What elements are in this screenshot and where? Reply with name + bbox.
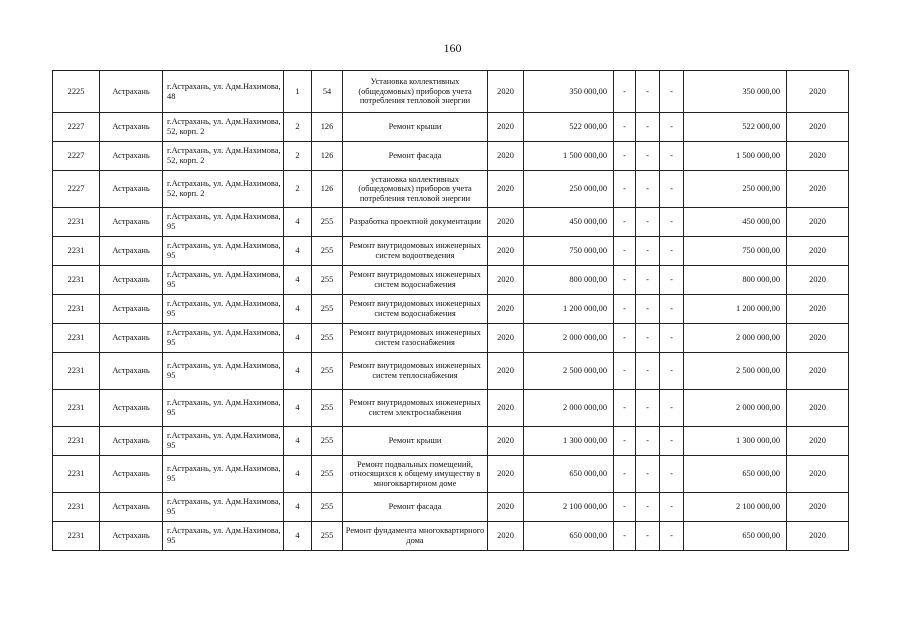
page-number: 160 <box>443 41 462 55</box>
dash-cell: - <box>614 456 636 493</box>
col-b-cell: 255 <box>312 427 343 456</box>
dash-cell: - <box>636 390 660 427</box>
col-a-cell: 4 <box>284 493 312 522</box>
dash-cell: - <box>636 427 660 456</box>
completion-year-cell: 2020 <box>787 237 849 266</box>
col-b-cell: 255 <box>312 353 343 390</box>
col-b-cell: 255 <box>312 456 343 493</box>
city-cell: Астрахань <box>100 295 163 324</box>
amount-cell: 2 100 000,00 <box>524 493 614 522</box>
address-cell: г.Астрахань, ул. Адм.Нахимова, 52, корп. 2 <box>163 171 284 208</box>
city-cell: Астрахань <box>100 427 163 456</box>
amount-cell: 350 000,00 <box>524 71 614 113</box>
house-id-cell: 2231 <box>53 237 100 266</box>
table-row <box>53 324 849 353</box>
dash-cell: - <box>660 427 684 456</box>
total-amount-cell: 2 000 000,00 <box>684 324 787 353</box>
city-cell: Астрахань <box>100 113 163 142</box>
amount-cell: 1 300 000,00 <box>524 427 614 456</box>
house-id-cell: 2227 <box>53 171 100 208</box>
col-b-cell: 126 <box>312 113 343 142</box>
year-cell: 2020 <box>488 71 524 113</box>
total-amount-cell: 750 000,00 <box>684 237 787 266</box>
year-cell: 2020 <box>488 171 524 208</box>
total-amount-cell: 800 000,00 <box>684 266 787 295</box>
total-amount-cell: 650 000,00 <box>684 456 787 493</box>
city-cell: Астрахань <box>100 171 163 208</box>
col-a-cell: 4 <box>284 456 312 493</box>
year-cell: 2020 <box>488 208 524 237</box>
work-type-cell: Ремонт внутридомовых инженерных систем водоснабжения <box>343 295 488 324</box>
col-b-cell: 255 <box>312 324 343 353</box>
col-a-cell: 4 <box>284 390 312 427</box>
dash-cell: - <box>614 295 636 324</box>
completion-year-cell: 2020 <box>787 71 849 113</box>
city-cell: Астрахань <box>100 456 163 493</box>
table-row <box>53 208 849 237</box>
house-id-cell: 2231 <box>53 208 100 237</box>
dash-cell: - <box>660 113 684 142</box>
dash-cell: - <box>660 456 684 493</box>
work-type-cell: Установка коллективных (общедомовых) приборов учета потребления тепловой энергии <box>343 71 488 113</box>
col-a-cell: 4 <box>284 237 312 266</box>
work-type-cell: Разработка проектной документации <box>343 208 488 237</box>
address-cell: г.Астрахань, ул. Адм.Нахимова, 95 <box>163 295 284 324</box>
col-b-cell: 255 <box>312 295 343 324</box>
total-amount-cell: 1 200 000,00 <box>684 295 787 324</box>
table-row <box>53 237 849 266</box>
table-row <box>53 171 849 208</box>
dash-cell: - <box>614 493 636 522</box>
col-b-cell: 126 <box>312 171 343 208</box>
dash-cell: - <box>614 427 636 456</box>
col-b-cell: 255 <box>312 390 343 427</box>
address-cell: г.Астрахань, ул. Адм.Нахимова, 95 <box>163 324 284 353</box>
amount-cell: 1 200 000,00 <box>524 295 614 324</box>
year-cell: 2020 <box>488 142 524 171</box>
table-row <box>53 427 849 456</box>
dash-cell: - <box>614 142 636 171</box>
completion-year-cell: 2020 <box>787 171 849 208</box>
dash-cell: - <box>614 113 636 142</box>
table-row <box>53 353 849 390</box>
col-b-cell: 255 <box>312 493 343 522</box>
address-cell: г.Астрахань, ул. Адм.Нахимова, 95 <box>163 493 284 522</box>
total-amount-cell: 1 300 000,00 <box>684 427 787 456</box>
completion-year-cell: 2020 <box>787 427 849 456</box>
col-b-cell: 255 <box>312 208 343 237</box>
col-b-cell: 255 <box>312 237 343 266</box>
house-id-cell: 2227 <box>53 142 100 171</box>
table-row <box>53 295 849 324</box>
work-type-cell: Ремонт фундамента многоквартирного дома <box>343 522 488 551</box>
completion-year-cell: 2020 <box>787 295 849 324</box>
dash-cell: - <box>614 171 636 208</box>
total-amount-cell: 2 000 000,00 <box>684 390 787 427</box>
dash-cell: - <box>614 324 636 353</box>
house-id-cell: 2231 <box>53 353 100 390</box>
completion-year-cell: 2020 <box>787 142 849 171</box>
dash-cell: - <box>636 208 660 237</box>
address-cell: г.Астрахань, ул. Адм.Нахимова, 95 <box>163 390 284 427</box>
work-type-cell: Ремонт подвальных помещений, относящихся к общему имуществу в многоквартирном доме <box>343 456 488 493</box>
completion-year-cell: 2020 <box>787 390 849 427</box>
city-cell: Астрахань <box>100 324 163 353</box>
completion-year-cell: 2020 <box>787 493 849 522</box>
amount-cell: 2 000 000,00 <box>524 390 614 427</box>
city-cell: Астрахань <box>100 142 163 171</box>
dash-cell: - <box>614 71 636 113</box>
table-row <box>53 113 849 142</box>
amount-cell: 750 000,00 <box>524 237 614 266</box>
address-cell: г.Астрахань, ул. Адм.Нахимова, 95 <box>163 427 284 456</box>
col-a-cell: 4 <box>284 208 312 237</box>
amount-cell: 2 000 000,00 <box>524 324 614 353</box>
house-id-cell: 2231 <box>53 456 100 493</box>
table-row <box>53 71 849 113</box>
work-type-cell: Ремонт внутридомовых инженерных систем теплоснабжения <box>343 353 488 390</box>
work-type-cell: Ремонт внутридомовых инженерных систем газоснабжения <box>343 324 488 353</box>
city-cell: Астрахань <box>100 237 163 266</box>
table-row <box>53 456 849 493</box>
amount-cell: 450 000,00 <box>524 208 614 237</box>
total-amount-cell: 450 000,00 <box>684 208 787 237</box>
total-amount-cell: 1 500 000,00 <box>684 142 787 171</box>
col-a-cell: 2 <box>284 142 312 171</box>
dash-cell: - <box>614 237 636 266</box>
completion-year-cell: 2020 <box>787 456 849 493</box>
total-amount-cell: 350 000,00 <box>684 71 787 113</box>
dash-cell: - <box>660 324 684 353</box>
dash-cell: - <box>660 208 684 237</box>
table-row <box>53 390 849 427</box>
amount-cell: 2 500 000,00 <box>524 353 614 390</box>
table-row <box>53 266 849 295</box>
col-a-cell: 2 <box>284 171 312 208</box>
house-id-cell: 2231 <box>53 266 100 295</box>
address-cell: г.Астрахань, ул. Адм.Нахимова, 95 <box>163 266 284 295</box>
completion-year-cell: 2020 <box>787 522 849 551</box>
address-cell: г.Астрахань, ул. Адм.Нахимова, 95 <box>163 208 284 237</box>
col-a-cell: 4 <box>284 522 312 551</box>
col-a-cell: 4 <box>284 266 312 295</box>
dash-cell: - <box>636 171 660 208</box>
dash-cell: - <box>660 266 684 295</box>
city-cell: Астрахань <box>100 266 163 295</box>
dash-cell: - <box>614 266 636 295</box>
completion-year-cell: 2020 <box>787 353 849 390</box>
total-amount-cell: 522 000,00 <box>684 113 787 142</box>
address-cell: г.Астрахань, ул. Адм.Нахимова, 48 <box>163 71 284 113</box>
year-cell: 2020 <box>488 390 524 427</box>
address-cell: г.Астрахань, ул. Адм.Нахимова, 95 <box>163 237 284 266</box>
amount-cell: 522 000,00 <box>524 113 614 142</box>
address-cell: г.Астрахань, ул. Адм.Нахимова, 52, корп. 2 <box>163 142 284 171</box>
work-type-cell: Ремонт внутридомовых инженерных систем водоснабжения <box>343 266 488 295</box>
address-cell: г.Астрахань, ул. Адм.Нахимова, 95 <box>163 522 284 551</box>
year-cell: 2020 <box>488 237 524 266</box>
city-cell: Астрахань <box>100 208 163 237</box>
city-cell: Астрахань <box>100 522 163 551</box>
dash-cell: - <box>614 208 636 237</box>
dash-cell: - <box>614 390 636 427</box>
city-cell: Астрахань <box>100 71 163 113</box>
dash-cell: - <box>660 390 684 427</box>
work-type-cell: Ремонт крыши <box>343 427 488 456</box>
dash-cell: - <box>614 522 636 551</box>
dash-cell: - <box>636 237 660 266</box>
completion-year-cell: 2020 <box>787 324 849 353</box>
total-amount-cell: 250 000,00 <box>684 171 787 208</box>
col-b-cell: 255 <box>312 266 343 295</box>
completion-year-cell: 2020 <box>787 208 849 237</box>
address-cell: г.Астрахань, ул. Адм.Нахимова, 52, корп. 2 <box>163 113 284 142</box>
dash-cell: - <box>636 324 660 353</box>
house-id-cell: 2231 <box>53 493 100 522</box>
work-type-cell: Ремонт внутридомовых инженерных систем электроснабжения <box>343 390 488 427</box>
work-type-cell: установка коллективных (общедомовых) приборов учета потребления тепловой энергии <box>343 171 488 208</box>
house-id-cell: 2225 <box>53 71 100 113</box>
completion-year-cell: 2020 <box>787 266 849 295</box>
house-id-cell: 2231 <box>53 390 100 427</box>
city-cell: Астрахань <box>100 353 163 390</box>
city-cell: Астрахань <box>100 390 163 427</box>
col-a-cell: 1 <box>284 71 312 113</box>
col-b-cell: 255 <box>312 522 343 551</box>
col-b-cell: 126 <box>312 142 343 171</box>
year-cell: 2020 <box>488 266 524 295</box>
col-a-cell: 4 <box>284 324 312 353</box>
work-type-cell: Ремонт фасада <box>343 142 488 171</box>
dash-cell: - <box>660 522 684 551</box>
work-type-cell: Ремонт крыши <box>343 113 488 142</box>
dash-cell: - <box>636 113 660 142</box>
amount-cell: 1 500 000,00 <box>524 142 614 171</box>
table-row <box>53 493 849 522</box>
house-id-cell: 2231 <box>53 295 100 324</box>
amount-cell: 250 000,00 <box>524 171 614 208</box>
dash-cell: - <box>636 353 660 390</box>
col-a-cell: 4 <box>284 427 312 456</box>
col-a-cell: 4 <box>284 353 312 390</box>
year-cell: 2020 <box>488 522 524 551</box>
total-amount-cell: 2 100 000,00 <box>684 493 787 522</box>
table-row <box>53 522 849 551</box>
year-cell: 2020 <box>488 493 524 522</box>
amount-cell: 650 000,00 <box>524 456 614 493</box>
house-id-cell: 2231 <box>53 522 100 551</box>
dash-cell: - <box>636 142 660 171</box>
city-cell: Астрахань <box>100 493 163 522</box>
col-a-cell: 4 <box>284 295 312 324</box>
dash-cell: - <box>660 71 684 113</box>
house-id-cell: 2231 <box>53 324 100 353</box>
work-type-cell: Ремонт внутридомовых инженерных систем водоотведения <box>343 237 488 266</box>
dash-cell: - <box>636 266 660 295</box>
dash-cell: - <box>660 295 684 324</box>
amount-cell: 800 000,00 <box>524 266 614 295</box>
address-cell: г.Астрахань, ул. Адм.Нахимова, 95 <box>163 353 284 390</box>
total-amount-cell: 2 500 000,00 <box>684 353 787 390</box>
year-cell: 2020 <box>488 427 524 456</box>
address-cell: г.Астрахань, ул. Адм.Нахимова, 95 <box>163 456 284 493</box>
total-amount-cell: 650 000,00 <box>684 522 787 551</box>
col-a-cell: 2 <box>284 113 312 142</box>
dash-cell: - <box>660 142 684 171</box>
dash-cell: - <box>660 353 684 390</box>
year-cell: 2020 <box>488 353 524 390</box>
dash-cell: - <box>660 493 684 522</box>
work-type-cell: Ремонт фасада <box>343 493 488 522</box>
dash-cell: - <box>614 353 636 390</box>
dash-cell: - <box>636 493 660 522</box>
house-id-cell: 2227 <box>53 113 100 142</box>
dash-cell: - <box>636 522 660 551</box>
capital-repair-table <box>52 70 849 551</box>
completion-year-cell: 2020 <box>787 113 849 142</box>
year-cell: 2020 <box>488 456 524 493</box>
amount-cell: 650 000,00 <box>524 522 614 551</box>
dash-cell: - <box>660 237 684 266</box>
table-row <box>53 142 849 171</box>
dash-cell: - <box>660 171 684 208</box>
dash-cell: - <box>636 456 660 493</box>
dash-cell: - <box>636 295 660 324</box>
year-cell: 2020 <box>488 324 524 353</box>
year-cell: 2020 <box>488 295 524 324</box>
dash-cell: - <box>636 71 660 113</box>
year-cell: 2020 <box>488 113 524 142</box>
col-b-cell: 54 <box>312 71 343 113</box>
house-id-cell: 2231 <box>53 427 100 456</box>
